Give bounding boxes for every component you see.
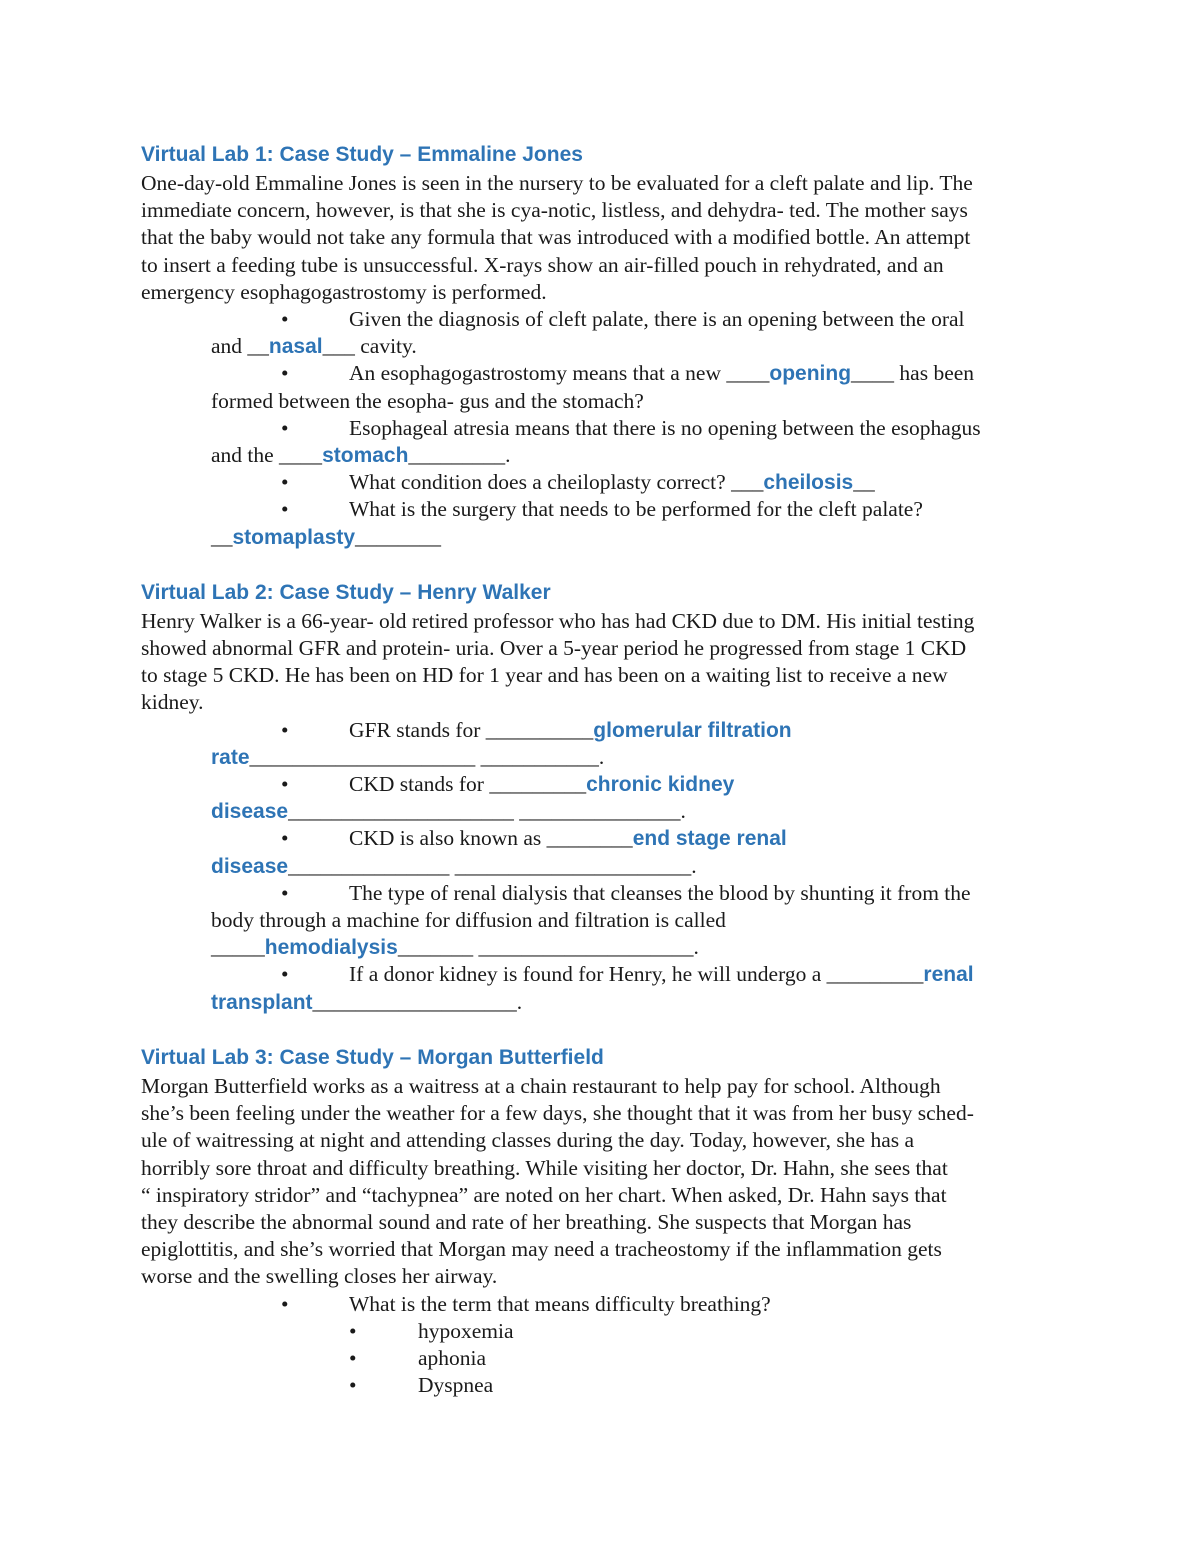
question-text: What condition does a cheiloplasty correct? ___cheilosis__ [349, 470, 875, 495]
paragraph-line: One-day-old Emmaline Jones is seen in the nursery to be evaluated for a cleft palate and lip. The [141, 171, 973, 195]
answer-renal: renal [923, 963, 974, 987]
question-text: Esophageal atresia means that there is no opening between the esophagus [349, 415, 981, 440]
question-answer-line: _____hemodialysis_______ ____________________. [211, 935, 699, 960]
question-text: What is the term that means difficulty breathing? [349, 1291, 771, 1316]
paragraph-line: Morgan Butterfield works as a waitress at a chain restaurant to help pay for school. Although [141, 1073, 941, 1098]
question-text: Given the diagnosis of cleft palate, there is an opening between the oral [349, 307, 965, 332]
question-text: What is the surgery that needs to be performed for the cleft palate? [349, 497, 923, 522]
option-text: aphonia [418, 1345, 487, 1370]
option-text: Dyspnea [418, 1373, 494, 1398]
answer-stomaplasty: stomaplasty [232, 525, 356, 549]
bullet: • [349, 1345, 357, 1370]
option-text: hypoxemia [418, 1318, 514, 1343]
paragraph-line: kidney. [141, 690, 204, 715]
answer-opening: opening [769, 362, 852, 386]
paragraph-line: immediate concern, however, is that she is cya-notic, listless, and dehydra- ted. The mother says [141, 198, 968, 223]
question-answer-line: __stomaplasty________ [211, 524, 442, 549]
bullet: • [281, 497, 289, 522]
paragraph-line: “ inspiratory stridor” and “tachypnea” are noted on her chart. When asked, Dr. Hahn says that [141, 1182, 947, 1207]
lab3-heading: Virtual Lab 3: Case Study – Morgan Butterfield [141, 1045, 604, 1069]
bullet: • [281, 717, 289, 742]
bullet: • [349, 1373, 357, 1398]
bullet: • [281, 772, 289, 797]
paragraph-line: she’s been feeling under the weather for a few days, she thought that it was from her busy sched- [141, 1101, 974, 1126]
paragraph-line: to stage 5 CKD. He has been on HD for 1 year and has been on a waiting list to receive a new [141, 663, 948, 688]
answer-disease: disease [211, 854, 289, 878]
lab2-paragraph [141, 608, 1061, 717]
lab2-heading: Virtual Lab 2: Case Study – Henry Walker [141, 580, 551, 604]
lab1-question-4 [141, 469, 1061, 496]
paragraph-line: ule of waitressing at night and attending classes during the day. Today, however, she has a [141, 1128, 915, 1153]
bullet: • [349, 1318, 357, 1343]
lab3-option-3 [141, 1372, 1061, 1399]
lab3-option-1 [141, 1318, 1061, 1345]
lab3-paragraph [141, 1073, 1061, 1291]
bullet: • [281, 880, 289, 905]
lab1-paragraph [141, 170, 1061, 306]
question-text: CKD is also known as ________end stage renal [349, 826, 787, 851]
question-answer-line: disease_______________ ______________________. [211, 853, 697, 878]
question-text: GFR stands for __________glomerular filtration [349, 717, 792, 742]
paragraph-line: that the baby would not take any formula that was introduced with a modified bottle. An attempt [141, 225, 971, 250]
answer-hemodialysis: hemodialysis [264, 936, 398, 960]
question-text: CKD stands for _________chronic kidney [349, 772, 735, 797]
answer-cheilosis: cheilosis [763, 471, 854, 495]
lab3-option-2 [141, 1345, 1061, 1372]
paragraph-line: to insert a feeding tube is unsuccessful. X-rays show an air-filled pouch in rehydrated, and an [141, 252, 944, 277]
question-text: If a donor kidney is found for Henry, he will undergo a _________renal [349, 962, 974, 987]
question-text: body through a machine for diffusion and filtration is called [211, 908, 726, 933]
lab1-question-1 [141, 306, 1061, 360]
lab2-question-3 [141, 825, 1061, 879]
lab2-question-2 [141, 771, 1061, 825]
paragraph-line: horribly sore throat and difficulty breathing. While visiting her doctor, Dr. Hahn, she sees that [141, 1155, 948, 1180]
question-text: The type of renal dialysis that cleanses the blood by shunting it from the [349, 880, 971, 905]
answer-transplant: transplant [211, 990, 313, 1014]
bullet: • [281, 307, 289, 332]
bullet: • [281, 361, 289, 386]
answer-stomach: stomach [322, 444, 409, 468]
lab1-question-3 [141, 415, 1061, 469]
paragraph-line: worse and the swelling closes her airway. [141, 1264, 498, 1289]
document-page [141, 140, 1061, 1399]
question-answer-line: rate_____________________ ___________. [211, 744, 605, 769]
question-text: formed between the esopha- gus and the stomach? [211, 388, 644, 413]
answer-disease: disease [211, 800, 289, 824]
paragraph-line: they describe the abnormal sound and rate of her breathing. She suspects that Morgan has [141, 1209, 912, 1234]
lab1-question-2 [141, 360, 1061, 414]
lab3-question-1 [141, 1291, 1061, 1318]
paragraph-line: epiglottitis, and she’s worried that Morgan may need a tracheostomy if the inflammation gets [141, 1237, 942, 1262]
question-text: An esophagogastrostomy means that a new ____opening____ has been [349, 361, 975, 386]
lab1-heading: Virtual Lab 1: Case Study – Emmaline Jones [141, 143, 583, 166]
lab1-question-5 [141, 496, 1061, 550]
bullet: • [281, 415, 289, 440]
paragraph-line: Henry Walker is a 66-year- old retired professor who has had CKD due to DM. His initial testing [141, 608, 975, 633]
question-answer-line: disease_____________________ _______________. [211, 799, 686, 824]
answer-glomerular-filtration: glomerular filtration [593, 718, 792, 742]
bullet: • [281, 1291, 289, 1316]
bullet: • [281, 470, 289, 495]
lab2-question-5 [141, 961, 1061, 1015]
paragraph-line: emergency esophagogastrostomy is performed. [141, 279, 547, 304]
bullet: • [281, 826, 289, 851]
answer-rate: rate [211, 745, 250, 769]
bullet: • [281, 962, 289, 987]
paragraph-line: showed abnormal GFR and protein- uria. Over a 5-year period he progressed from stage 1 CKD [141, 636, 967, 661]
answer-chronic-kidney: chronic kidney [586, 773, 735, 797]
question-answer-line: and __nasal___ cavity. [211, 334, 417, 359]
lab2-question-1 [141, 717, 1061, 771]
lab2-question-4 [141, 880, 1061, 962]
question-answer-line: transplant___________________. [211, 989, 523, 1014]
question-answer-line: and the ____stomach_________. [211, 443, 511, 468]
answer-end-stage-renal: end stage renal [632, 827, 787, 851]
answer-nasal: nasal [268, 335, 323, 359]
